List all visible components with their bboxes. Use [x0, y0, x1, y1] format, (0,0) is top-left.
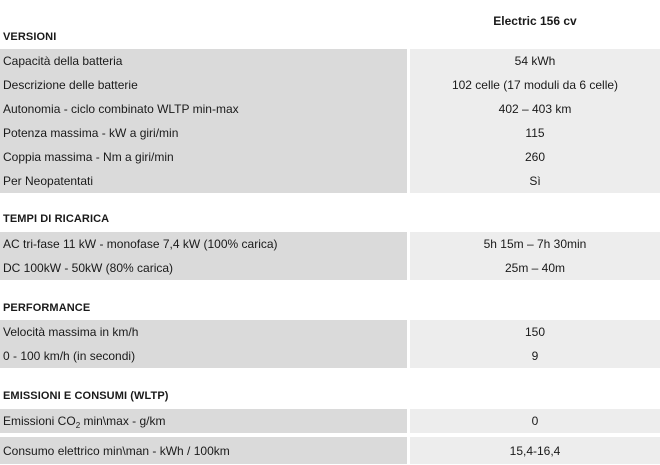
table-row	[0, 320, 660, 344]
row-value: Sì	[410, 169, 660, 193]
row-value: 15,4-16,4	[410, 437, 660, 464]
row-label: DC 100kW - 50kW (80% carica)	[0, 256, 407, 280]
label-prefix: Emissioni CO	[3, 414, 76, 428]
section-title-versioni: VERSIONI	[3, 31, 57, 43]
row-label	[0, 409, 407, 433]
row-label: AC tri-fase 11 kW - monofase 7,4 kW (100% carica)	[0, 232, 407, 256]
table-row	[0, 437, 660, 464]
table-row	[0, 232, 660, 256]
row-label: 0 - 100 km/h (in secondi)	[0, 344, 407, 368]
table-row	[0, 145, 660, 169]
table-row	[0, 409, 660, 433]
row-value: 54 kWh	[410, 49, 660, 73]
row-label: Consumo elettrico min\man - kWh / 100km	[0, 437, 407, 464]
row-value: 9	[410, 344, 660, 368]
row-value: 25m – 40m	[410, 256, 660, 280]
row-value: 402 – 403 km	[410, 97, 660, 121]
table-row	[0, 97, 660, 121]
row-value: 260	[410, 145, 660, 169]
label-suffix: min\max - g/km	[80, 414, 166, 428]
table-row	[0, 49, 660, 73]
row-value: 102 celle (17 moduli da 6 celle)	[410, 73, 660, 97]
row-value: 0	[410, 409, 660, 433]
row-label: Potenza massima - kW a giri/min	[0, 121, 407, 145]
table-row	[0, 121, 660, 145]
row-label: Velocità massima in km/h	[0, 320, 407, 344]
section-title-emissioni-e-consumi: EMISSIONI E CONSUMI (WLTP)	[3, 390, 169, 402]
row-label: Descrizione delle batterie	[0, 73, 407, 97]
row-value: 115	[410, 121, 660, 145]
row-value: 150	[410, 320, 660, 344]
row-label: Per Neopatentati	[0, 169, 407, 193]
row-value: 5h 15m – 7h 30min	[410, 232, 660, 256]
table-row	[0, 344, 660, 368]
table-row	[0, 73, 660, 97]
label-subscript: 2	[75, 421, 81, 430]
row-label: Coppia massima - Nm a giri/min	[0, 145, 407, 169]
section-title-tempi-di-ricarica: TEMPI DI RICARICA	[3, 213, 110, 225]
column-header: Electric 156 cv	[493, 14, 577, 28]
row-label: Autonomia - ciclo combinato WLTP min-max	[0, 97, 407, 121]
table-row	[0, 256, 660, 280]
row-label: Capacità della batteria	[0, 49, 407, 73]
table-row	[0, 169, 660, 193]
section-title-performance: PERFORMANCE	[3, 302, 91, 314]
